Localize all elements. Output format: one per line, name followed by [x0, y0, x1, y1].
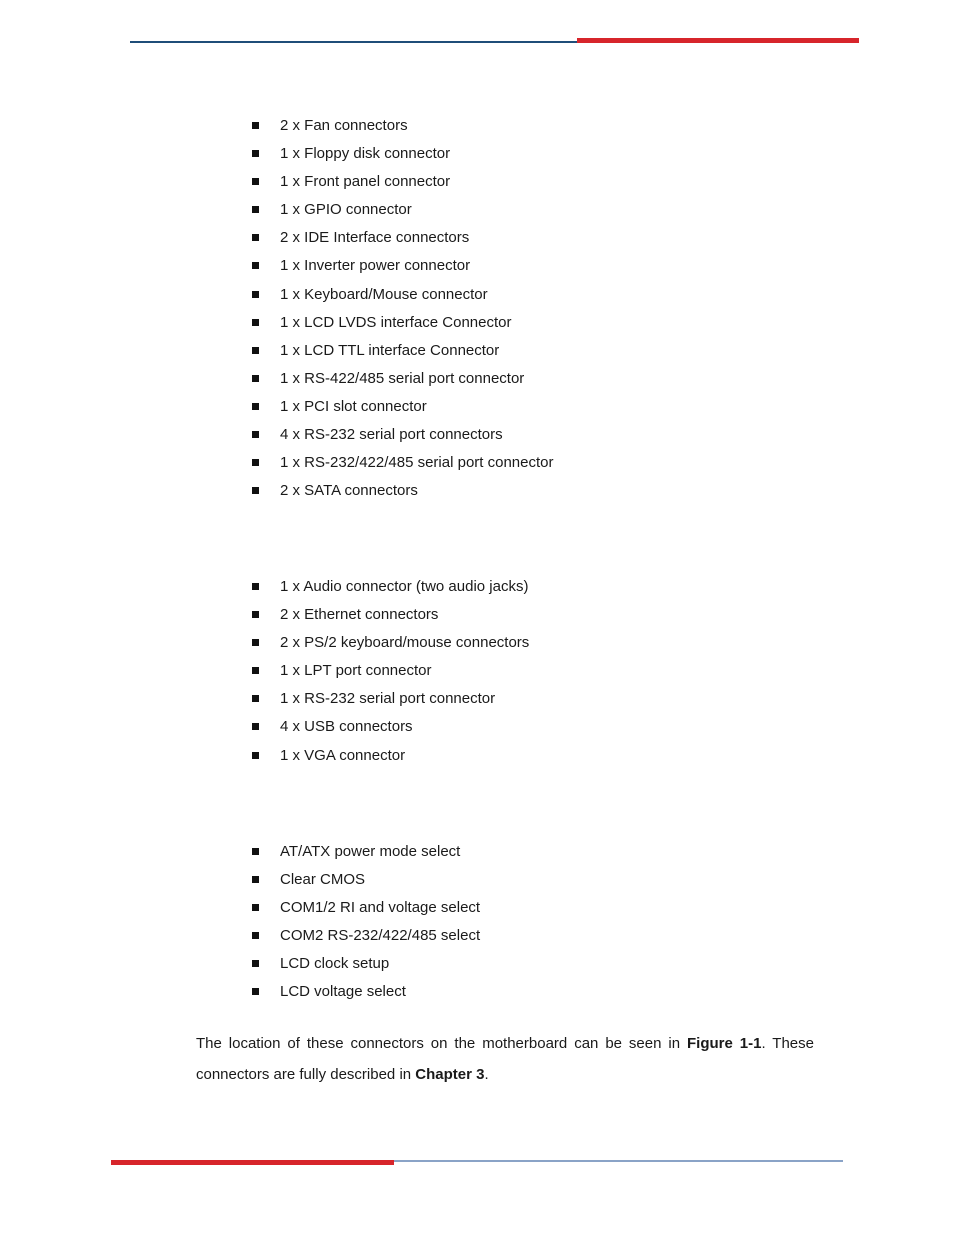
square-bullet-icon: [252, 583, 259, 590]
square-bullet-icon: [252, 487, 259, 494]
square-bullet-icon: [252, 960, 259, 967]
external-connector-item: [252, 634, 529, 662]
square-bullet-icon: [252, 848, 259, 855]
internal-connector-item: [252, 482, 554, 510]
external-connectors-list: [252, 578, 529, 775]
internal-connector-item-label: 1 x Front panel connector: [280, 173, 451, 191]
square-bullet-icon: [252, 459, 259, 466]
internal-connector-item-label: 1 x RS-422/485 serial port connector: [280, 369, 525, 387]
internal-connectors-list: [252, 117, 554, 510]
internal-connector-item-label: 1 x LCD LVDS interface Connector: [280, 313, 512, 331]
jumper-item: [252, 843, 480, 871]
external-connector-item-label: 2 x Ethernet connectors: [280, 606, 439, 624]
jumper-item-label: AT/ATX power mode select: [280, 843, 461, 860]
external-connector-item-label: 1 x Audio connector (two audio jacks): [280, 578, 529, 595]
internal-connector-item-label: 2 x Fan connectors: [280, 117, 408, 134]
internal-connector-item-label: 2 x IDE Interface connectors: [280, 229, 470, 247]
jumper-item: [252, 983, 480, 1011]
external-connector-item: [252, 690, 529, 718]
square-bullet-icon: [252, 206, 259, 213]
header-rule-blue: [130, 41, 578, 43]
header-rule-red: [577, 38, 859, 43]
internal-connector-item-label: 1 x GPIO connector: [280, 201, 412, 219]
jumper-item: [252, 955, 480, 983]
square-bullet-icon: [252, 667, 259, 674]
external-connector-item-label: 1 x LPT port connector: [280, 662, 432, 680]
footer-rule-red: [111, 1160, 394, 1165]
internal-connector-item-label: 2 x SATA connectors: [280, 482, 418, 500]
paragraph-text-3: .: [484, 1066, 489, 1083]
jumper-item-label: COM1/2 RI and voltage select: [280, 899, 481, 917]
square-bullet-icon: [252, 639, 259, 646]
jumper-item: [252, 871, 480, 899]
square-bullet-icon: [252, 876, 259, 883]
external-connector-item-label: 1 x VGA connector: [280, 746, 406, 764]
internal-connector-item-label: 4 x RS-232 serial port connectors: [280, 426, 503, 444]
internal-connector-item: [252, 426, 554, 454]
square-bullet-icon: [252, 262, 259, 269]
square-bullet-icon: [252, 723, 259, 730]
square-bullet-icon: [252, 319, 259, 326]
external-connector-item: [252, 662, 529, 690]
external-connector-item: [252, 747, 529, 775]
internal-connector-item: [252, 454, 554, 482]
square-bullet-icon: [252, 611, 259, 618]
jumper-item-label: LCD voltage select: [280, 983, 406, 1001]
internal-connector-item: [252, 173, 554, 201]
jumper-item-label: Clear CMOS: [280, 871, 366, 889]
internal-connector-item-label: 1 x PCI slot connector: [280, 397, 427, 415]
internal-connector-item-label: 1 x Inverter power connector: [280, 257, 471, 275]
jumper-item-label: LCD clock setup: [280, 955, 390, 973]
internal-connector-item: [252, 286, 554, 314]
internal-connector-item: [252, 145, 554, 173]
external-connector-item: [252, 718, 529, 746]
internal-connector-item: [252, 314, 554, 342]
square-bullet-icon: [252, 752, 259, 759]
internal-connector-item: [252, 117, 554, 145]
internal-connector-item-label: 1 x LCD TTL interface Connector: [280, 341, 500, 359]
square-bullet-icon: [252, 150, 259, 157]
external-connector-item-label: 2 x PS/2 keyboard/mouse connectors: [280, 634, 530, 652]
square-bullet-icon: [252, 932, 259, 939]
paragraph-text-2: . These connectors are fully described in: [196, 1035, 814, 1083]
square-bullet-icon: [252, 695, 259, 702]
jumper-item: [252, 899, 480, 927]
internal-connector-item: [252, 201, 554, 229]
external-connector-item: [252, 578, 529, 606]
external-connector-item-label: 1 x RS-232 serial port connector: [280, 690, 496, 708]
square-bullet-icon: [252, 988, 259, 995]
internal-connector-item: [252, 398, 554, 426]
jumper-item: [252, 927, 480, 955]
connector-location-paragraph: [196, 1028, 814, 1090]
external-connector-item-label: 4 x USB connectors: [280, 718, 413, 736]
paragraph-text-1: The location of these connectors on the motherboard can be seen in: [196, 1035, 688, 1052]
external-connector-item: [252, 606, 529, 634]
internal-connector-item-label: 1 x Keyboard/Mouse connector: [280, 285, 488, 303]
footer-rule-blue: [394, 1160, 843, 1162]
square-bullet-icon: [252, 122, 259, 129]
jumpers-list: [252, 843, 480, 1012]
jumper-item-label: COM2 RS-232/422/485 select: [280, 927, 481, 945]
internal-connector-item: [252, 257, 554, 285]
figure-reference: Figure 1-1: [687, 1035, 762, 1052]
internal-connector-item-label: 1 x Floppy disk connector: [280, 145, 451, 163]
square-bullet-icon: [252, 375, 259, 382]
chapter-reference: Chapter 3: [415, 1066, 485, 1083]
square-bullet-icon: [252, 347, 259, 354]
internal-connector-item: [252, 229, 554, 257]
square-bullet-icon: [252, 178, 259, 185]
square-bullet-icon: [252, 904, 259, 911]
square-bullet-icon: [252, 431, 259, 438]
square-bullet-icon: [252, 234, 259, 241]
square-bullet-icon: [252, 291, 259, 298]
internal-connector-item: [252, 342, 554, 370]
internal-connector-item-label: 1 x RS-232/422/485 serial port connector: [280, 454, 554, 472]
internal-connector-item: [252, 370, 554, 398]
square-bullet-icon: [252, 403, 259, 410]
